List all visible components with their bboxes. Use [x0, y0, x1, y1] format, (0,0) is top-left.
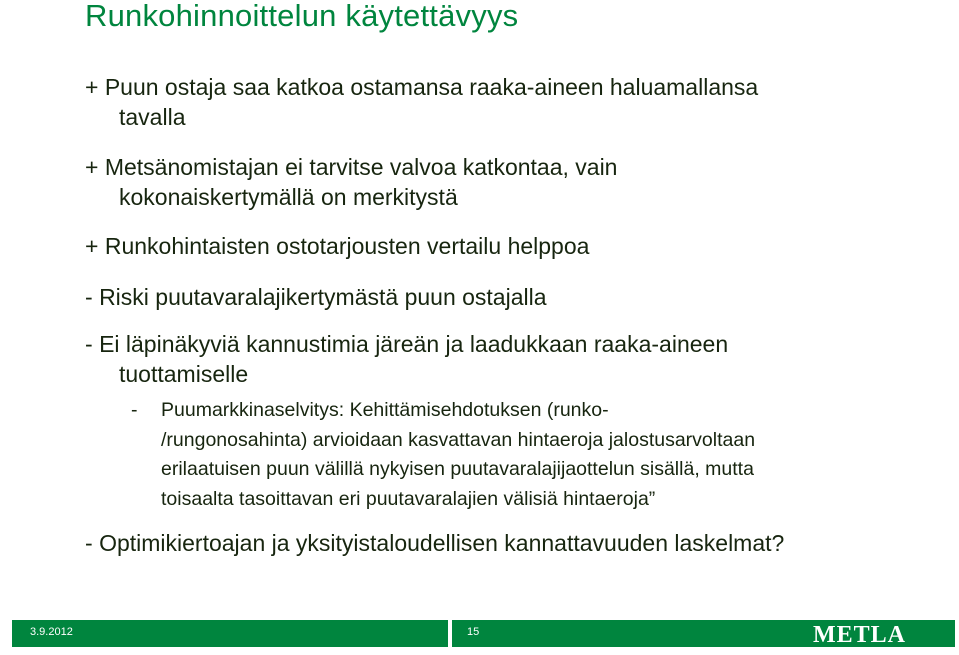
bullet-text: Ei läpinäkyviä kannustimia järeän ja laadukkaan raaka-aineen — [99, 331, 729, 357]
bullet-item — [85, 152, 617, 212]
bullet-item — [85, 72, 758, 132]
metla-logo: METLA — [813, 622, 907, 648]
bullet-item — [85, 231, 589, 261]
bullet-text: Puun ostaja saa katkoa ostamansa raaka-aineen haluamallansa — [104, 74, 759, 100]
sub-bullet-marker: - — [131, 399, 138, 421]
bullet-marker: - — [85, 284, 100, 310]
bullet-marker: + — [85, 74, 105, 100]
bullet-text-continuation: tavalla — [119, 104, 186, 130]
bullet-item — [85, 282, 547, 312]
slide-title: Runkohinnoittelun käytettävyys — [85, 0, 519, 33]
bullet-text-continuation: kokonaiskertymällä on merkitystä — [119, 184, 458, 210]
sub-bullet-item — [131, 396, 755, 514]
bullet-text: Riski puutavaralajikertymästä puun ostajalla — [99, 284, 547, 310]
bullet-text: Metsänomistajan ei tarvitse valvoa katkontaa, vain — [104, 154, 618, 180]
bullet-marker: + — [85, 154, 105, 180]
sub-bullet-text: Puumarkkinaselvitys: Kehittämisehdotuksen (runko- /rungonosahinta) arvioidaan kasvattavan hintaeroja jalostusarvoltaan erilaatuisen puun välillä nykyisen puutavaralajijaottelun sisällä, mutta toisaalta tasoittavan eri puutavaralajien välisiä hintaeroja” — [161, 399, 756, 510]
bullet-text: Runkohintaisten ostotarjousten vertailu helppoa — [104, 233, 590, 259]
bullet-text-continuation: tuottamiselle — [119, 361, 249, 387]
bullet-marker: + — [85, 233, 105, 259]
bullet-item — [85, 528, 784, 558]
footer-date: 3.9.2012 — [30, 626, 73, 638]
bullet-text: Optimikiertoajan ja yksityistaloudellisen kannattavuuden laskelmat? — [99, 530, 785, 556]
bullet-marker: - — [85, 530, 100, 556]
page-number: 15 — [467, 626, 480, 638]
slide-footer — [0, 616, 959, 655]
bullet-item — [85, 329, 728, 389]
footer-bar-left — [12, 620, 448, 647]
bullet-marker: - — [85, 331, 100, 357]
